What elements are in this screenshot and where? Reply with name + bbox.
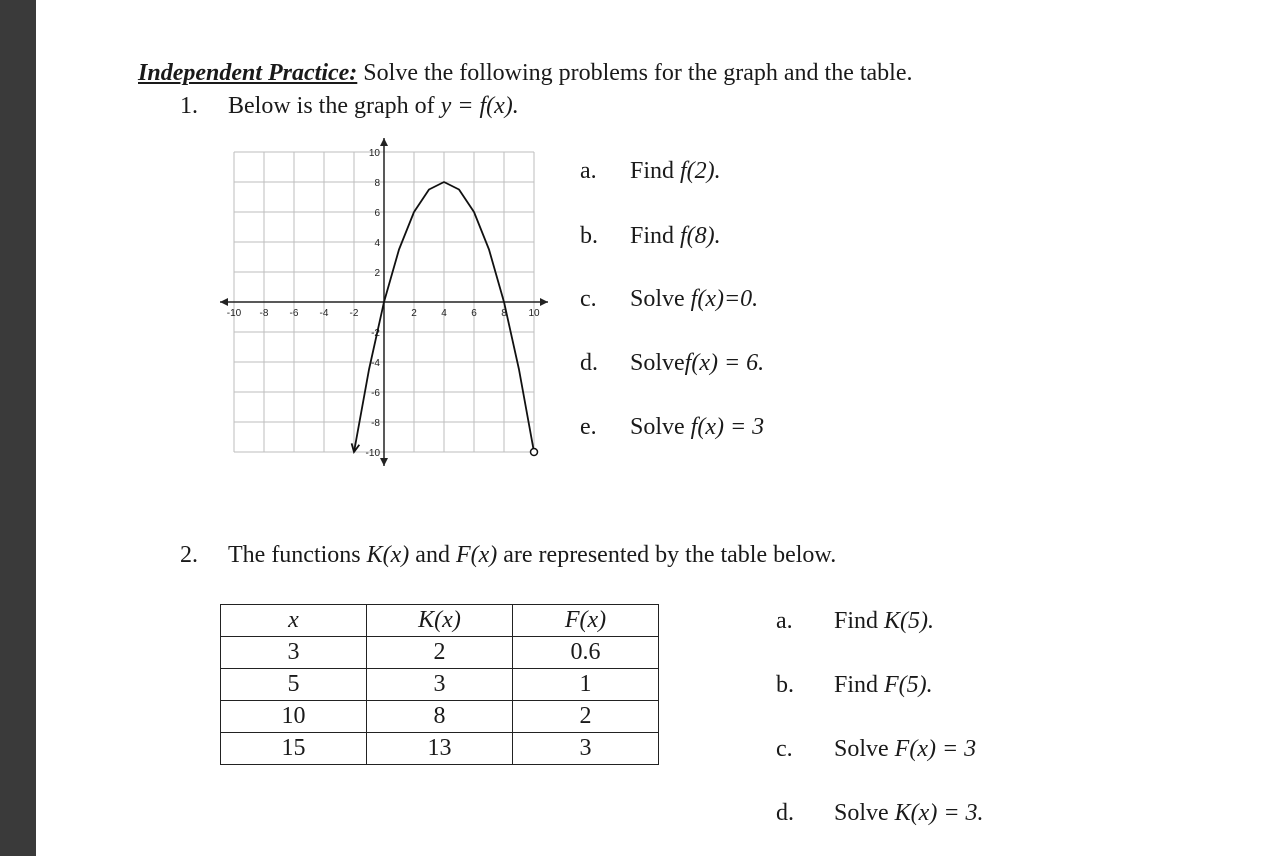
question-1d: d. Solvef(x) = 6. (580, 350, 765, 376)
table-cell: 3 (367, 669, 513, 701)
x-tick-label: -2 (349, 308, 359, 319)
table-cell: 2 (513, 701, 659, 733)
x-axis-arrow-left (220, 298, 228, 306)
table-cell: 0.6 (513, 637, 659, 669)
table-cell: 3 (221, 637, 367, 669)
table-header-f: F(x) (513, 605, 659, 637)
question-2c: c. Solve F(x) = 3 (776, 736, 977, 762)
x-tick-label: 8 (501, 308, 507, 319)
question-1c: c. Solve f(x)=0. (580, 286, 759, 312)
table-cell: 3 (513, 733, 659, 765)
y-tick-label: -8 (371, 418, 380, 429)
table-cell: 1 (513, 669, 659, 701)
table-header-row (221, 605, 659, 637)
table-cell: 13 (367, 733, 513, 765)
dark-sidebar (0, 0, 36, 856)
x-tick-label: -8 (259, 308, 269, 319)
x-tick-label: 6 (471, 308, 477, 319)
table-row (221, 637, 659, 669)
y-tick-label: 10 (368, 148, 380, 159)
table-row (221, 701, 659, 733)
table-cell: 15 (221, 733, 367, 765)
curve-end-open-circle (531, 449, 538, 456)
function-table (220, 604, 659, 765)
question-2a: a. Find K(5). (776, 608, 935, 634)
y-tick-label: -6 (371, 388, 380, 399)
table-cell: 5 (221, 669, 367, 701)
table-row (221, 669, 659, 701)
y-tick-label: -2 (371, 328, 380, 339)
problem-1-statement: 1. Below is the graph of y = f(x). (180, 93, 519, 119)
y-tick-label: 2 (374, 268, 380, 279)
x-tick-label: 4 (441, 308, 447, 319)
y-tick-label: 8 (374, 178, 380, 189)
table-header-x: x (221, 605, 367, 637)
x-tick-label: 2 (411, 308, 417, 319)
x-axis-arrow-right (540, 298, 548, 306)
y-tick-label: -4 (371, 358, 380, 369)
table-cell: 2 (367, 637, 513, 669)
question-1a: a. Find f(2). (580, 158, 721, 184)
table-row (221, 733, 659, 765)
y-tick-label: -10 (365, 448, 380, 459)
question-2d: d. Solve K(x) = 3. (776, 800, 984, 826)
table-cell: 8 (367, 701, 513, 733)
problem-2-statement: 2. The functions K(x) and F(x) are represented by the table below. (180, 542, 837, 568)
x-tick-label: -10 (226, 308, 242, 319)
table-header-k: K(x) (367, 605, 513, 637)
x-tick-label: 10 (528, 308, 540, 319)
y-axis-arrow-up (380, 138, 388, 146)
y-tick-label: 6 (374, 208, 380, 219)
question-2b: b. Find F(5). (776, 672, 933, 698)
y-axis-arrow-down (380, 458, 388, 466)
question-1e: e. Solve f(x) = 3 (580, 414, 765, 440)
y-tick-label: 4 (374, 238, 380, 249)
function-graph (212, 138, 562, 474)
x-tick-label: -4 (319, 308, 329, 319)
table-cell: 10 (221, 701, 367, 733)
question-1b: b. Find f(8). (580, 223, 721, 249)
page-title: Independent Practice: Solve the following problems for the graph and the table. (138, 60, 913, 86)
x-tick-label: -6 (289, 308, 299, 319)
